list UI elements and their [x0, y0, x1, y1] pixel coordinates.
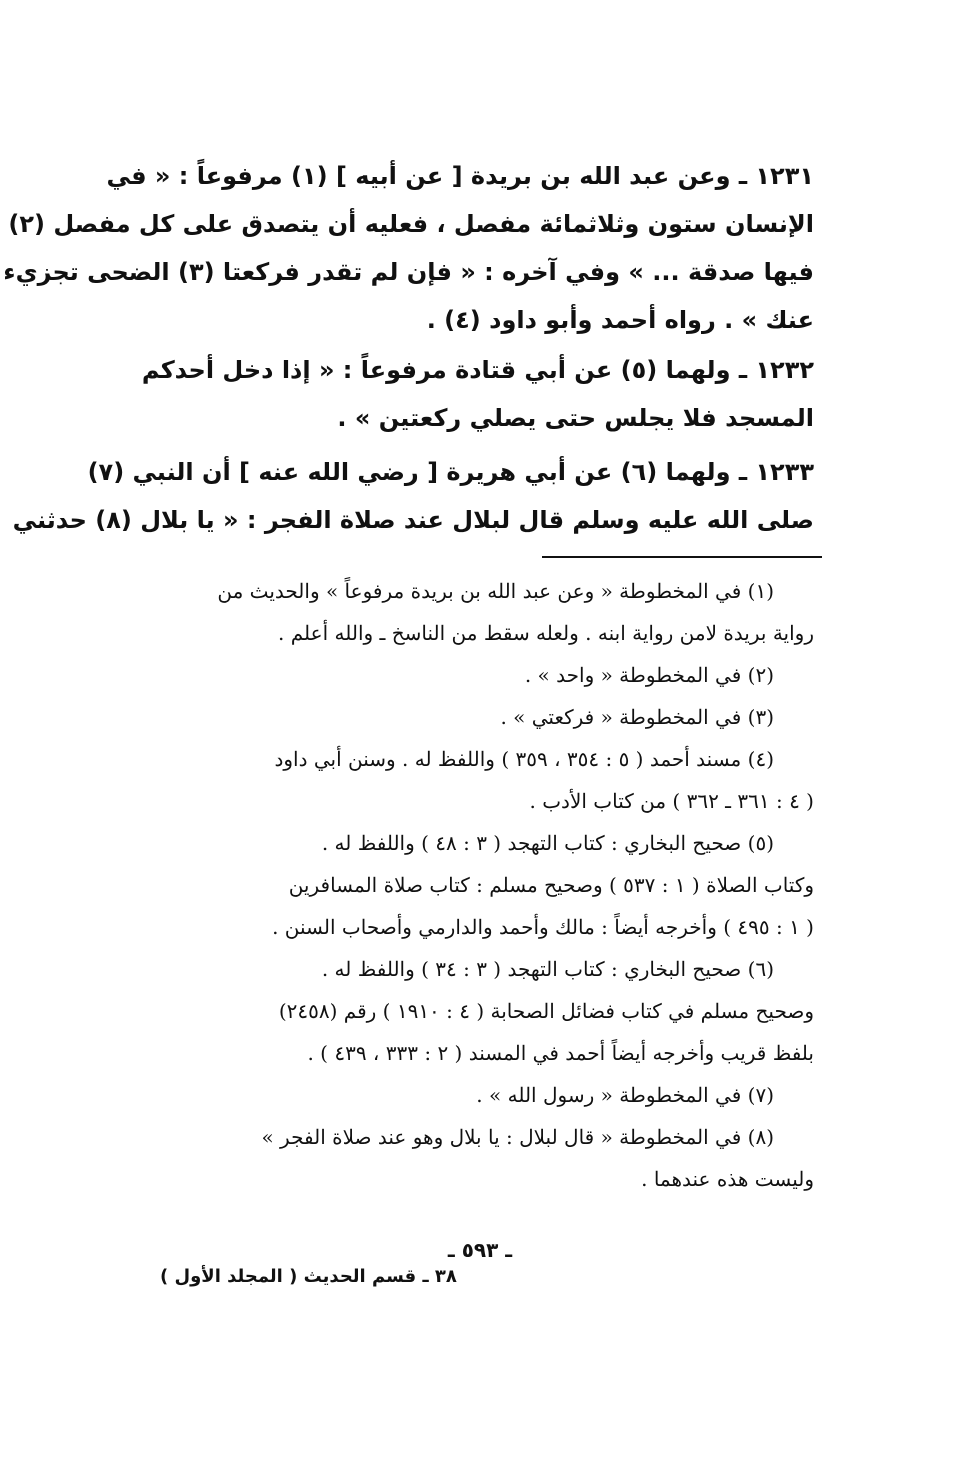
page-number: ـ ٥٩٣ ـ	[447, 1238, 513, 1262]
footnote-divider	[542, 556, 822, 558]
footnote-line: ( ١ : ٤٩٥ ) وأخرجه أيضاً : مالك وأحمد والدارمي وأصحاب السنن .	[272, 915, 814, 939]
footnote-line: ( ٤ : ٣٦١ ـ ٣٦٢ ) من كتاب الأدب .	[529, 789, 814, 813]
footnote-line: (٥) صحيح البخاري : كتاب التهجد ( ٣ : ٤٨ ) واللفظ له .	[321, 831, 774, 855]
text-line: صلى الله عليه وسلم قال لبلال عند صلاة الفجر : « يا بلال (٨) حدثني	[12, 506, 814, 534]
footnote-line: رواية بريدة لامن رواية ابنه . ولعله سقط من الناسخ ـ والله أعلم .	[278, 621, 814, 645]
signature-line: ٣٨ ـ قسم الحديث ( المجلد الأول )	[160, 1266, 457, 1287]
text-line: ١٢٣٣ ـ ولهما (٦) عن أبي هريرة [ رضي الله عنه ] أن النبي (٧)	[87, 458, 814, 486]
hadith-1232	[142, 346, 814, 442]
footnote-line: وصحيح مسلم في كتاب فضائل الصحابة ( ٤ : ١٩١٠ ) رقم (٢٤٥٨)	[278, 999, 814, 1023]
footnote-line: (٣) في المخطوطة « فركعتي » .	[500, 705, 774, 729]
footnote-line: (٤) مسند أحمد ( ٥ : ٣٥٤ ، ٣٥٩ ) واللفظ له . وسنن أبي داود	[274, 747, 774, 771]
footnote-line: (٨) في المخطوطة « قال لبلال : يا بلال وهو عند صلاة الفجر »	[261, 1125, 774, 1149]
text-line: عنك » . رواه أحمد وأبو داود (٤) .	[426, 306, 814, 334]
text-line: المسجد فلا يجلس حتى يصلي ركعتين » .	[337, 404, 814, 432]
footnotes	[142, 570, 814, 1200]
text-line: ١٢٣١ ـ وعن عبد الله بن بريدة [ عن أبيه ] (١) مرفوعاً : « في	[106, 162, 814, 190]
hadith-1231	[3, 152, 814, 344]
text-line: الإنسان ستون وثلاثمائة مفصل ، فعليه أن يتصدق على كل مفصل (٢)	[8, 210, 814, 238]
text-line: ١٢٣٢ ـ ولهما (٥) عن أبي قتادة مرفوعاً : « إذا دخل أحدكم	[141, 356, 814, 384]
footnote-line: وليست هذه عندهما .	[641, 1167, 814, 1191]
footnote-line: بلفظ قريب وأخرجه أيضاً أحمد في المسند ( ٢ : ٣٣٣ ، ٤٣٩ ) .	[307, 1041, 814, 1065]
footnote-line: (١) في المخطوطة « وعن عبد الله بن بريدة مرفوعاً » والحديث من	[217, 579, 774, 603]
text-line: فيها صدقة ... » وفي آخره : « فإن لم تقدر فركعتا (٣) الضحى تجزيء	[3, 258, 814, 286]
footnote-line: (٢) في المخطوطة « واحد » .	[524, 663, 774, 687]
hadith-1233	[12, 448, 814, 544]
footnote-line: وكتاب الصلاة ( ١ : ٥٣٧ ) وصحيح مسلم : كتاب صلاة المسافرين	[288, 873, 814, 897]
footnote-line: (٧) في المخطوطة « رسول الله » .	[476, 1083, 774, 1107]
footnote-line: (٦) صحيح البخاري : كتاب التهجد ( ٣ : ٣٤ ) واللفظ له .	[321, 957, 774, 981]
